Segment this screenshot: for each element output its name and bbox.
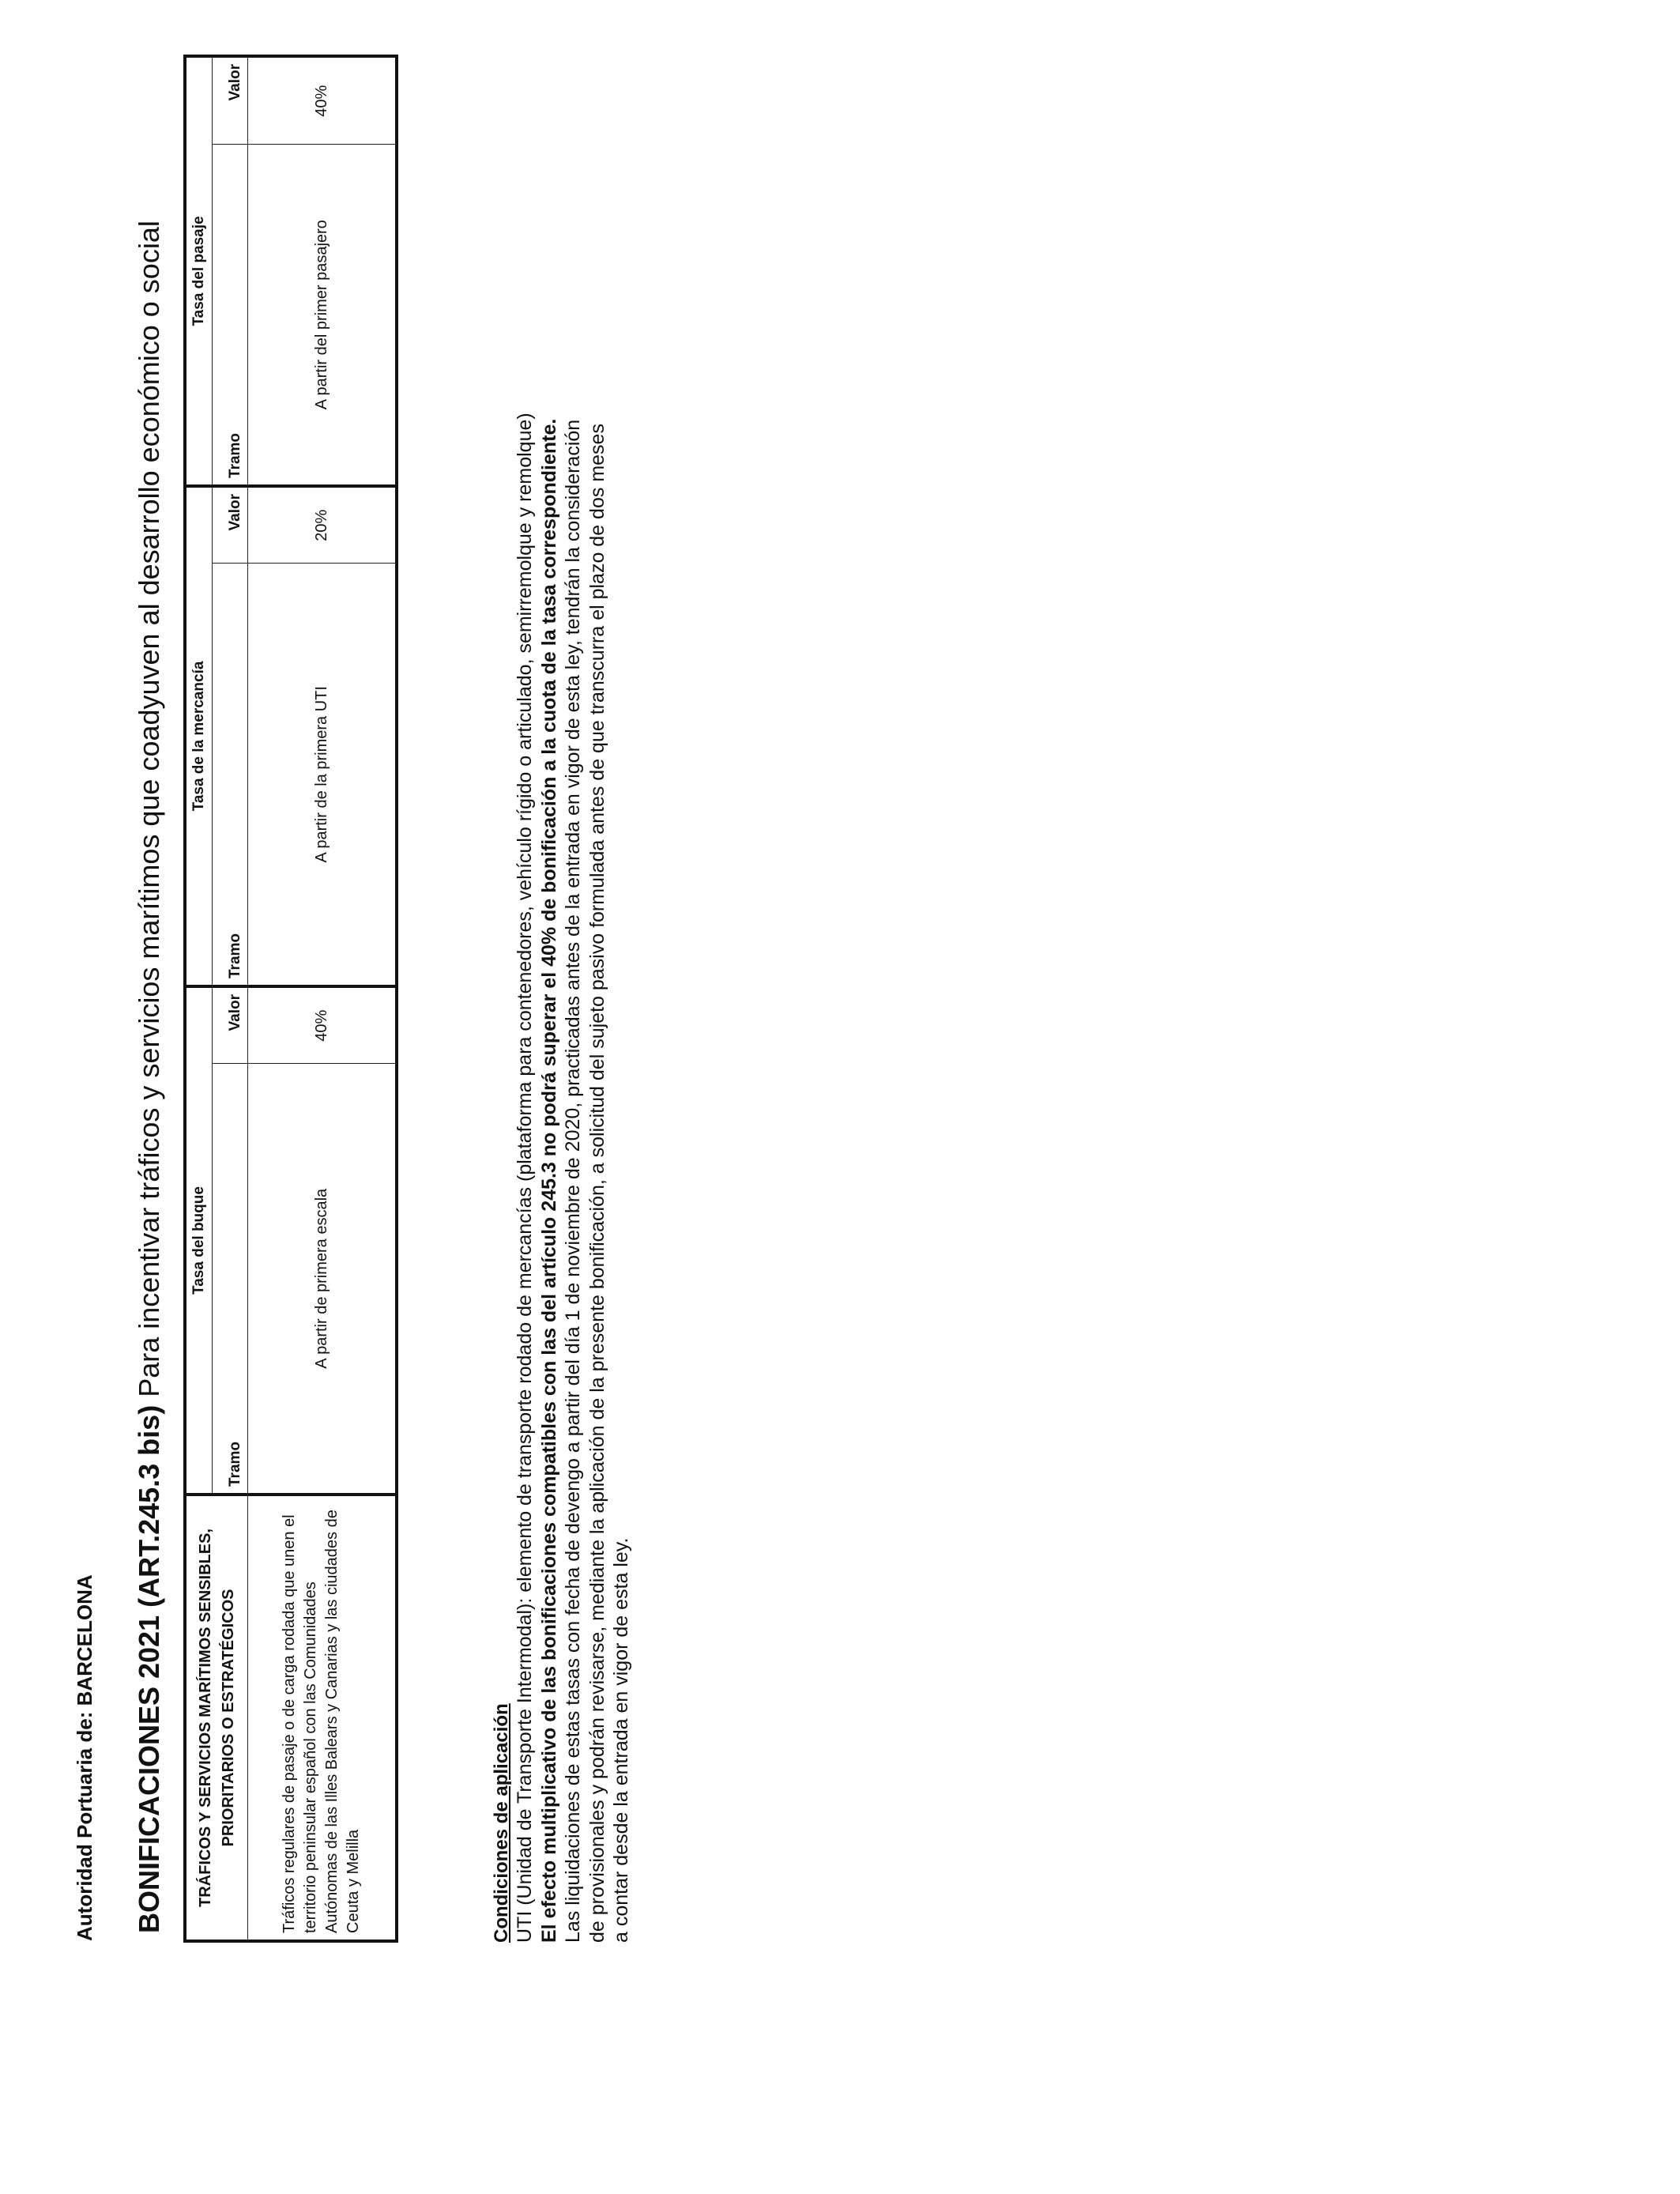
condition-liquidations-line1: Las liquidaciones de estas tasas con fecha de devengo a partir del día 1 de noviembre de 2020, practicadas antes de la entrada en vigor de esta ley, tendrán la consideración: [562, 419, 585, 1943]
header-tasa-pasaje: Tasa del pasaje: [185, 56, 213, 486]
conditions-section: [490, 125, 634, 1943]
header-tasa-buque: Tasa del buque: [185, 986, 213, 1495]
subheader-pasaje-valor: Valor: [213, 56, 248, 145]
header-traficos: TRÁFICOS Y SERVICIOS MARÍTIMOS SENSIBLES, PRIORITARIOS O ESTRATÉGICOS: [185, 1495, 248, 1941]
subheader-mercancia-valor: Valor: [213, 486, 248, 564]
buque-tramo-cell: A partir de primera escala: [248, 1064, 397, 1495]
title-bold-part: BONIFICACIONES 2021 (ART.245.3 bis): [133, 1404, 165, 1933]
condition-uti-definition: UTI (Unidad de Transporte Intermodal): elemento de transporte rodado de mercancías (plataforma para contenedores, vehículo rígido o articulado, semirremolque y remolque): [514, 413, 537, 1943]
buque-valor-cell: 40%: [248, 986, 397, 1064]
pasaje-tramo-cell: A partir del primer pasajero: [248, 145, 397, 486]
bonificaciones-table: [183, 55, 398, 1943]
port-authority-label: Autoridad Portuaria de: BARCELONA: [73, 1574, 96, 1941]
mercancia-tramo-cell: A partir de la primera UTI: [248, 564, 397, 986]
pasaje-valor-cell: 40%: [248, 56, 397, 145]
table-row: [248, 56, 397, 1941]
title-rest-part: Para incentivar tráficos y servicios marítimos que coadyuven al desarrollo económico o social: [133, 221, 165, 1405]
mercancia-valor-cell: 20%: [248, 486, 397, 564]
row-description: Tráficos regulares de pasaje o de carga rodada que unen el territorio peninsular español con las Comunidades Autónomas de las Illes Balears y Canarias y las ciudades de Ceuta y Melilla: [248, 1495, 397, 1941]
subheader-pasaje-tramo: Tramo: [213, 145, 248, 486]
condition-multiplicative-effect: El efecto multiplicativo de las bonificaciones compatibles con las del artículo 245.3 no podrá superar el 40% de bonificación a la cuota de la tasa correspondiente.: [537, 418, 560, 1943]
condition-liquidations-line2: de provisionales y podrán revisarse, mediante la aplicación de la presente bonificación, a solicitud del sujeto pasivo formulada antes de que transcurra el plazo de dos meses: [586, 424, 608, 1943]
subheader-buque-tramo: Tramo: [213, 1064, 248, 1495]
conditions-heading: Condiciones de aplicación: [491, 1703, 512, 1943]
subheader-buque-valor: Valor: [213, 986, 248, 1064]
condition-liquidations-line3: a contar desde la entrada en vigor de esta ley.: [610, 1537, 633, 1943]
header-tasa-mercancia: Tasa de la mercancía: [185, 486, 213, 986]
document-title: [133, 221, 166, 1933]
subheader-mercancia-tramo: Tramo: [213, 564, 248, 986]
